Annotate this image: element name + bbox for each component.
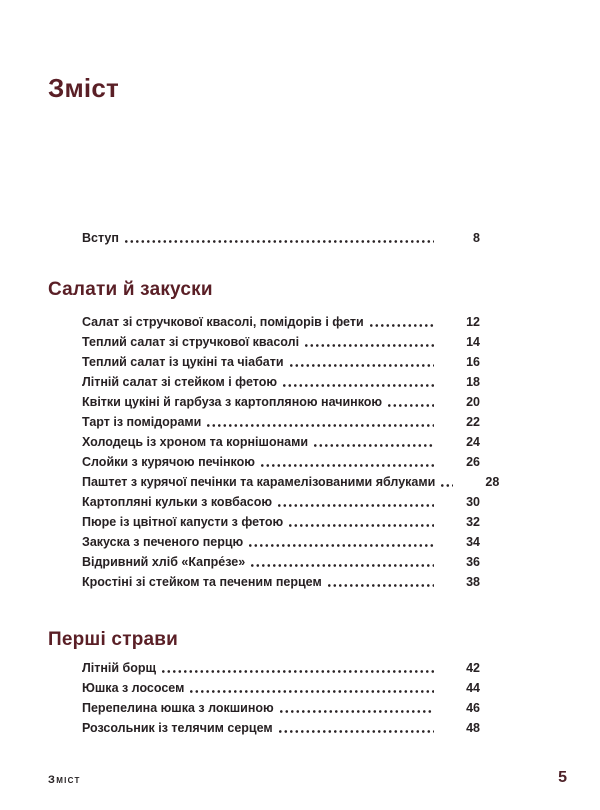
- toc-entry-title: Літній борщ: [82, 661, 157, 675]
- footer-section-label: Зміст: [48, 774, 81, 786]
- dot-leader: [278, 504, 434, 507]
- toc-entry: [82, 228, 480, 248]
- toc-entry-page-number: 28: [485, 475, 500, 489]
- toc-entry-title: Квітки цукіні й гарбуза з картопляною начинкою: [82, 395, 383, 409]
- dot-leader: [290, 364, 434, 367]
- toc-entry-title: Паштет з курячої печінки та карамелізованими яблуками: [82, 475, 436, 489]
- intro-entry-wrap: [48, 228, 480, 248]
- toc-entry-title: Пюре із цвітної капусти з фетою: [82, 515, 284, 529]
- dot-leader: [314, 444, 434, 447]
- toc-entry-title: Розсольник із телячим серцем: [82, 721, 273, 735]
- toc-entry: [82, 352, 480, 372]
- dot-leader: [441, 484, 453, 487]
- toc-entry: [82, 718, 480, 738]
- toc-entry-page-number: 42: [466, 661, 480, 675]
- toc-entry-title: Літній салат зі стейком і фетою: [82, 375, 278, 389]
- toc-entry-title: Перепелина юшка з локшиною: [82, 701, 274, 715]
- section-entries: [48, 658, 480, 738]
- toc-entry: [82, 412, 480, 432]
- toc-entry: [82, 312, 480, 332]
- toc-entry-title: Холодець із хроном та корнішонами: [82, 435, 309, 449]
- toc-entry-page-number: 26: [466, 455, 480, 469]
- dot-leader: [125, 240, 434, 243]
- toc-entry-page-number: 30: [466, 495, 480, 509]
- toc-entry-title: Теплий салат із цукіні та чіабати: [82, 355, 284, 369]
- section-heading: Салати й закуски: [48, 279, 213, 300]
- toc-entry-page-number: 18: [466, 375, 480, 389]
- toc-entry: [82, 332, 480, 352]
- toc-entry-page-number: 22: [466, 415, 480, 429]
- toc-entry-title: Вступ: [82, 231, 119, 245]
- toc-entry: [82, 372, 480, 392]
- toc-entry-title: Тарт із помідорами: [82, 415, 202, 429]
- toc-entry-page-number: 14: [466, 335, 480, 349]
- dot-leader: [207, 424, 434, 427]
- toc-entry: [82, 432, 480, 452]
- toc-entry: [82, 698, 480, 718]
- toc-entry-page-number: 38: [466, 575, 480, 589]
- toc-entry-page-number: 48: [466, 721, 480, 735]
- toc-entry-page-number: 34: [466, 535, 480, 549]
- toc-entry: [82, 572, 480, 592]
- dot-leader: [305, 344, 434, 347]
- toc-entry-page-number: 8: [473, 231, 480, 245]
- toc-sections: [48, 277, 500, 738]
- section-heading: Перші страви: [48, 629, 179, 650]
- toc-entry-page-number: 46: [466, 701, 480, 715]
- toc-entry-title: Теплий салат зі стручкової квасолі: [82, 335, 300, 349]
- toc-entry-page-number: 12: [466, 315, 480, 329]
- toc-entry-title: Слойки з курячою печінкою: [82, 455, 255, 469]
- toc-entry-page-number: 24: [466, 435, 480, 449]
- toc-entry-title: Кростіні зі стейком та печеним перцем: [82, 575, 322, 589]
- dot-leader: [261, 464, 434, 467]
- dot-leader: [190, 690, 434, 693]
- toc-entry-title: Салат зі стручкової квасолі, помідорів і фети: [82, 315, 364, 329]
- dot-leader: [370, 324, 434, 327]
- dot-leader: [249, 544, 434, 547]
- dot-leader: [251, 564, 434, 567]
- toc-entry-page-number: 20: [466, 395, 480, 409]
- footer-page-number: 5: [558, 769, 567, 786]
- toc-entry: [82, 472, 500, 492]
- dot-leader: [283, 384, 434, 387]
- toc-entry: [82, 658, 480, 678]
- toc-entry-page-number: 44: [466, 681, 480, 695]
- dot-leader: [388, 404, 434, 407]
- page-title: Зміст: [48, 73, 119, 103]
- toc-entry: [82, 512, 480, 532]
- toc-entry-title: Закуска з печеного перцю: [82, 535, 244, 549]
- dot-leader: [328, 584, 434, 587]
- toc-entry-page-number: 36: [466, 555, 480, 569]
- toc-entry-title: Юшка з лососем: [82, 681, 185, 695]
- toc-entry: [82, 392, 480, 412]
- toc-entry: [82, 678, 480, 698]
- section-entries: [48, 312, 500, 592]
- dot-leader: [280, 710, 434, 713]
- toc-entry: [82, 452, 480, 472]
- toc-entry: [82, 552, 480, 572]
- toc-entry: [82, 492, 480, 512]
- toc-entry-page-number: 16: [466, 355, 480, 369]
- toc-entry-page-number: 32: [466, 515, 480, 529]
- dot-leader: [289, 524, 434, 527]
- toc-entry-title: Картопляні кульки з ковбасою: [82, 495, 273, 509]
- dot-leader: [279, 730, 434, 733]
- dot-leader: [162, 670, 434, 673]
- toc-entry: [82, 532, 480, 552]
- toc-entry-title: Відривний хліб «Капре́зе»: [82, 555, 246, 569]
